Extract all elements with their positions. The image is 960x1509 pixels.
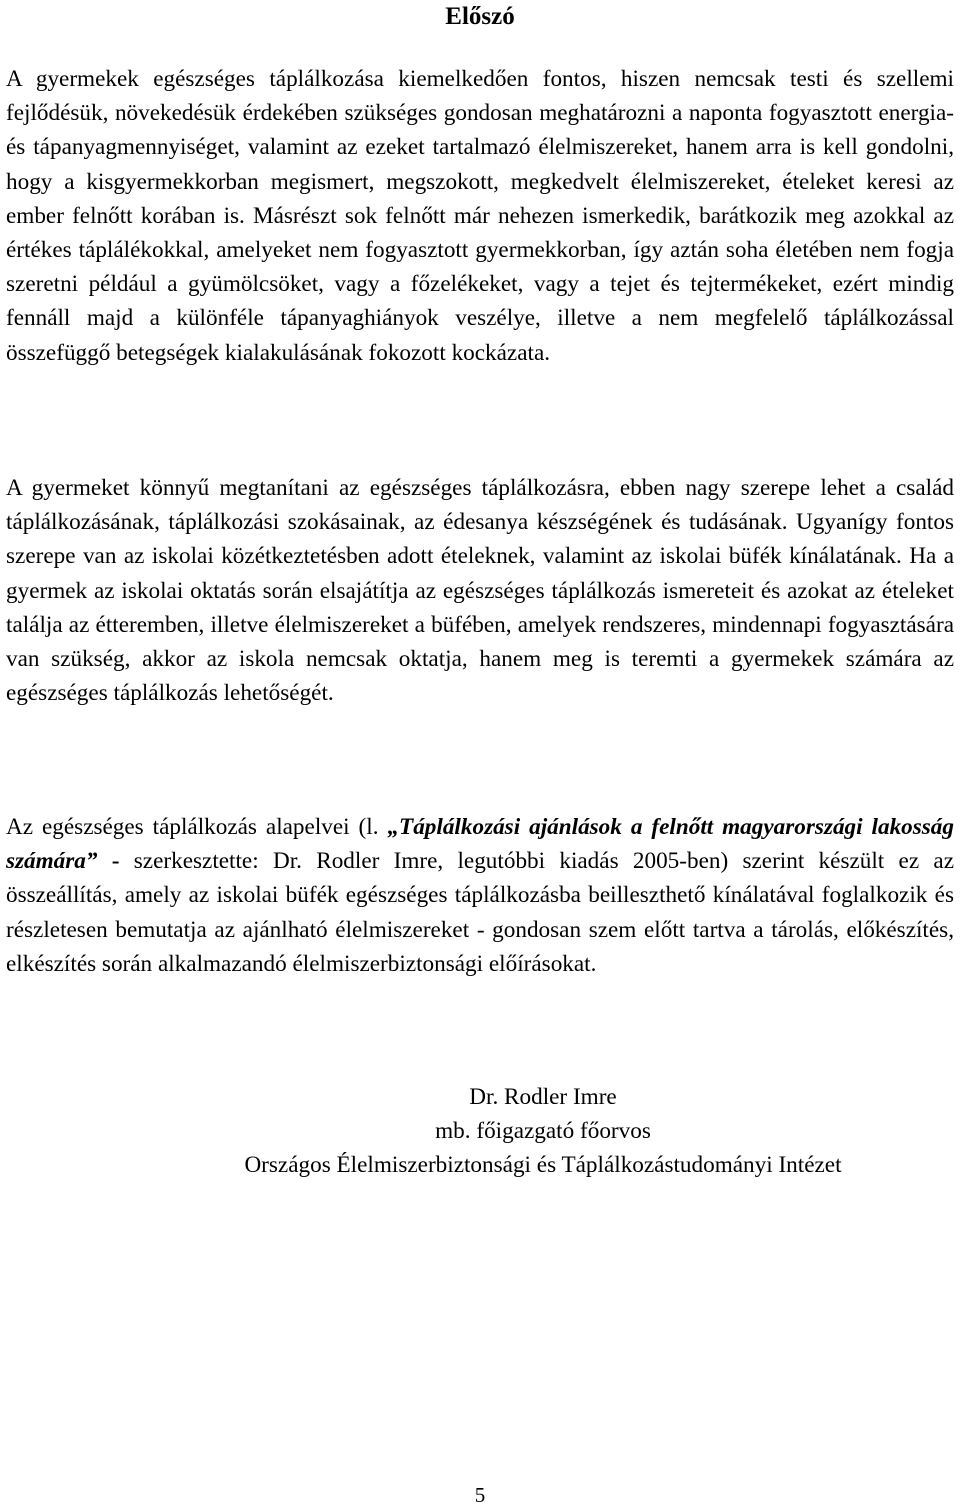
paragraph-3: [6, 810, 954, 981]
signature-position: mb. főigazgató főorvos: [435, 1118, 651, 1145]
paragraph-2: A gyermeket könnyű megtanítani az egészséges táplálkozásra, ebben nagy szerepe lehet a család táplálkozásának, táplálkozási szokásainak, az édesanya készségének és tudásának. Ugyanígy fontos szerepe van az iskolai közétkeztetésben adott ételeknek, valamint az iskolai büfék kínálatának. Ha a gyermek az iskolai oktatás során elsajátítja az egészséges táplálkozás ismereteit és azokat az ételeket találja az étteremben, illetve élelmiszereket a büfében, amelyek rendszeres, mindennapi fogyasztására van szükség, akkor az iskola nemcsak oktatja, hanem meg is teremti a gyermekek számára az egészséges táplálkozás lehetőségét.: [6, 475, 954, 707]
signature-name: Dr. Rodler Imre: [469, 1084, 617, 1110]
signature-block: [6, 1080, 954, 1183]
paragraph-3-dash: -: [97, 848, 120, 875]
paragraph-1: A gyermekek egészséges táplálkozása kiemelkedően fontos, hiszen nemcsak testi és szellemi fejlődésük, növekedésük érdekében szükséges gondosan meghatározni a naponta fogyasztott energia- és tápanyagmennyiséget, valamint az ezeket tartalmazó élelmiszereket, hanem arra is kell gondolni, hogy a kisgyermekkorban megismert, megszokott, megkedvelt élelmiszereket, ételeket keresi az ember felnőtt korában is. Másrészt sok felnőtt már nehezen ismerkedik, barátkozik meg azokkal az értékes táplálékokkal, amelyeket nem fogyasztott gyermekkorban, így aztán soha életében nem fogja szeretni például a gyümölcsöket, vagy a főzelékeket, vagy a tejet és tejtermékeket, ezért mindig fennáll majd a különféle tápanyaghiányok veszélye, illetve a nem megfelelő táplálkozással összefüggő betegségek kialakulásának fokozott kockázata.: [6, 66, 954, 366]
paragraph-3-rest: szerkesztette: Dr. Rodler Imre, legutóbbi kiadás 2005-ben) szerint készült ez az összeállítás, amely az iskolai büfék egészséges táplálkozásba beilleszthető kínálatával foglalkozik és részletesen bemutatja az ajánlható élelmiszereket - gondosan szem előtt tartva a tárolás, előkészítés, elkészítés során alkalmazandó élelmiszerbiztonsági előírásokat.: [6, 848, 954, 977]
page-title: Előszó: [445, 3, 515, 30]
page-number: 5: [474, 1483, 486, 1507]
title-wrapper: [0, 2, 960, 32]
signature-institution: Országos Élelmiszerbiztonsági és Táplálkozástudományi Intézet: [244, 1152, 842, 1179]
cited-publication-title: „Táplálkozási ajánlások a felnőtt magyarországi lakosság számára”: [6, 814, 954, 875]
paragraph-3-lead: Az egészséges táplálkozás alapelvei (l.: [6, 814, 388, 840]
